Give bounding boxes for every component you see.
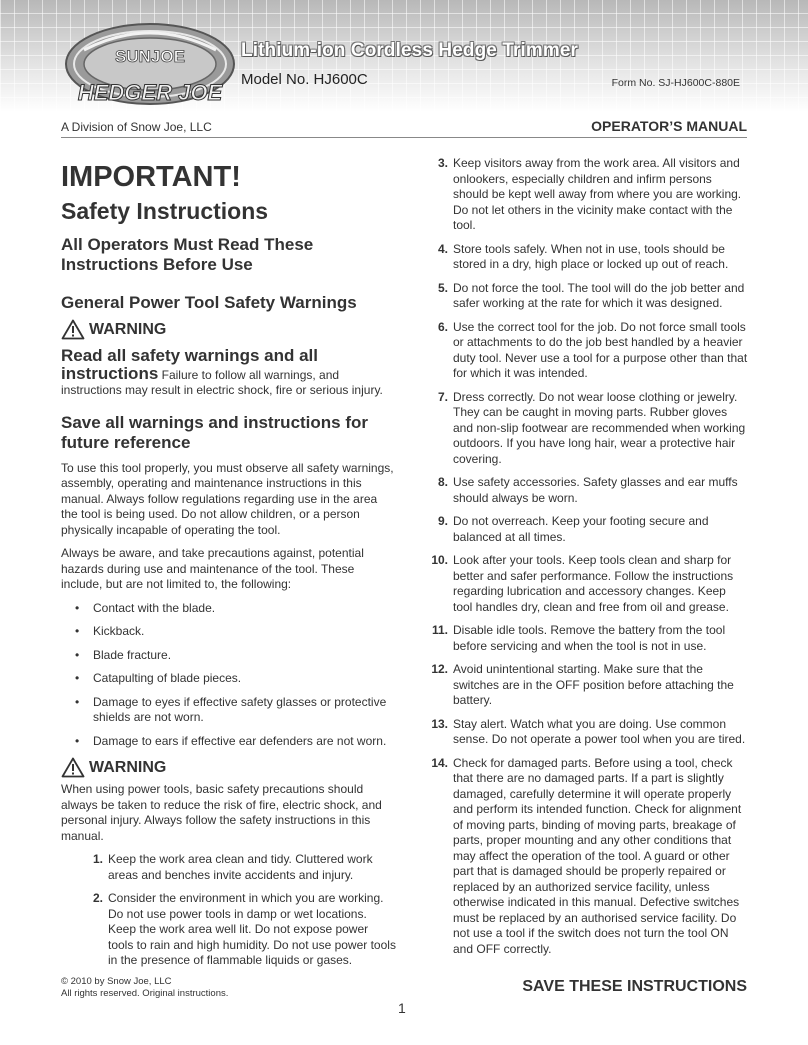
all-operators-heading: All Operators Must Read These Instructions Before Use xyxy=(61,235,314,274)
numbered-list xyxy=(61,852,396,969)
operators-manual-label: OPERATOR’S MANUAL xyxy=(591,118,747,134)
list-item: 3. Keep visitors away from the work area. All visitors and onlookers, especially children and infirm persons should be kept well away from where you are working. Do not let others in the vicinity make contact with the tool. xyxy=(437,156,742,232)
list-item: • Kickback. xyxy=(93,624,396,640)
intro-paragraph: To use this tool properly, you must observe all safety warnings, assembly, operating and maintenance instructions in this manual. Always follow regulations regarding use in the area the tool is being used. Do not allow children, or a person physically incapable of operating the tool. xyxy=(61,460,394,537)
list-item: 4. Store tools safely. When not in use, tools should be stored in a dry, high place or locked up out of reach. xyxy=(437,241,729,271)
numbered-list xyxy=(428,156,748,957)
form-number: Form No. SJ-HJ600C-880E xyxy=(611,77,740,89)
page-number: 1 xyxy=(398,1000,406,1016)
warning-triangle-icon xyxy=(61,319,85,340)
precautions-paragraph: When using power tools, basic safety precautions should always be taken to reduce the risk of fire, electric shock, and personal injury. Always follow the safety instructions in this manual. xyxy=(61,782,382,843)
important-heading: IMPORTANT! xyxy=(61,161,241,193)
warning-label: WARNING xyxy=(61,319,396,340)
list-item: 13. Stay alert. Watch what you are doing. Use common sense. Do not operate a power tool when you are tired. xyxy=(431,716,746,746)
list-item: 10. Look after your tools. Keep tools clean and sharp for better and safer performance. Follow the instructions regarding lubrication and accessory changes. Keep tool handles dry, clean and free from oil and grease. xyxy=(431,553,734,614)
warning-triangle-icon xyxy=(61,757,85,778)
model-number: Model No. HJ600C xyxy=(241,71,368,88)
list-item: 2. Consider the environment in which you are working. Do not use power tools in damp or wet locations. Keep the work area well lit. Do not expose power tools to rain and high humidity. Do not use power tools in the presence of flammable liquids or gases. xyxy=(92,891,396,967)
right-column xyxy=(428,156,748,965)
list-item: • Catapulting of blade pieces. xyxy=(93,671,396,687)
general-warnings-heading: General Power Tool Safety Warnings xyxy=(61,293,357,312)
hazard-list xyxy=(61,601,396,750)
warning-label: WARNING xyxy=(61,757,396,778)
list-item: 14. Check for damaged parts. Before using a tool, check that there are no damaged parts. If a part is slightly damaged, carefully determine it will operate properly and perform its intended function. Check for alignment of moving parts, binding of moving parts, breakage of parts, proper mounting and any other conditions that may affect the operation of the tool. A guard or other part that is damaged should be properly repaired or replaced by an authorized service facility, unless otherwise indicated in this manual. Defective switches must be replaced by an authorised service facility. Do not use a tool if the switch does not turn the tool ON and OFF correctly. xyxy=(431,755,742,956)
list-item: 5. Do not force the tool. The tool will do the job better and safer working at the rate for which it was designed. xyxy=(437,280,745,310)
division-text: A Division of Snow Joe, LLC xyxy=(61,120,212,134)
copyright-notice: © 2010 by Snow Joe, LLC All rights reserved. Original instructions. xyxy=(61,976,229,999)
left-column xyxy=(61,150,396,977)
list-item: • Contact with the blade. xyxy=(93,601,396,617)
safety-instructions-heading: Safety Instructions xyxy=(61,198,269,224)
list-item: 7. Dress correctly. Do not wear loose clothing or jewelry. They can be caught in moving parts. Rubber gloves and non-slip footwear are recommended when working outdoors. If you have long hair, wear a protective hair covering. xyxy=(437,389,746,466)
read-all-warnings: Read all safety warnings and all instructions Failure to follow all warnings, and instructions may result in electric shock, fire or serious injury. xyxy=(61,346,383,397)
list-item: 9. Do not overreach. Keep your footing secure and balanced at all times. xyxy=(437,514,709,544)
list-item: • Blade fracture. xyxy=(93,648,396,664)
list-item: 1. Keep the work area clean and tidy. Cluttered work areas and benches invite accidents and injury. xyxy=(92,852,373,882)
list-item: 11. Disable idle tools. Remove the battery from the tool before servicing and when the tool is not in use. xyxy=(431,623,726,653)
list-item: 12. Avoid unintentional starting. Make sure that the switches are in the OFF position before attaching the battery. xyxy=(431,662,734,707)
svg-text:HEDGER JOE: HEDGER JOE xyxy=(77,80,223,105)
list-item: 8. Use safety accessories. Safety glasses and ear muffs should always be worn. xyxy=(437,475,738,505)
save-all-heading: Save all warnings and instructions for future reference xyxy=(61,412,369,452)
list-item: • Damage to ears if effective ear defenders are not worn. xyxy=(93,734,396,750)
svg-text:SUNJOE: SUNJOE xyxy=(115,47,185,66)
save-instructions-footer: SAVE THESE INSTRUCTIONS xyxy=(522,978,747,995)
list-item: • Damage to eyes if effective safety glasses or protective shields are not worn. xyxy=(93,695,396,726)
product-title: Lithium-ion Cordless Hedge Trimmer xyxy=(241,40,579,61)
list-item: 6. Use the correct tool for the job. Do not force small tools or attachments to do the job best handled by a heavier duty tool. Never use a tool for a purpose other than that for which it was intended. xyxy=(437,319,748,380)
header-divider xyxy=(61,137,747,138)
sunjoe-hedgerjoe-logo xyxy=(64,20,236,112)
hazards-paragraph: Always be aware, and take precautions against, potential hazards during use and maintenance of the tool. These include, but are not limited to, the following: xyxy=(61,546,364,591)
